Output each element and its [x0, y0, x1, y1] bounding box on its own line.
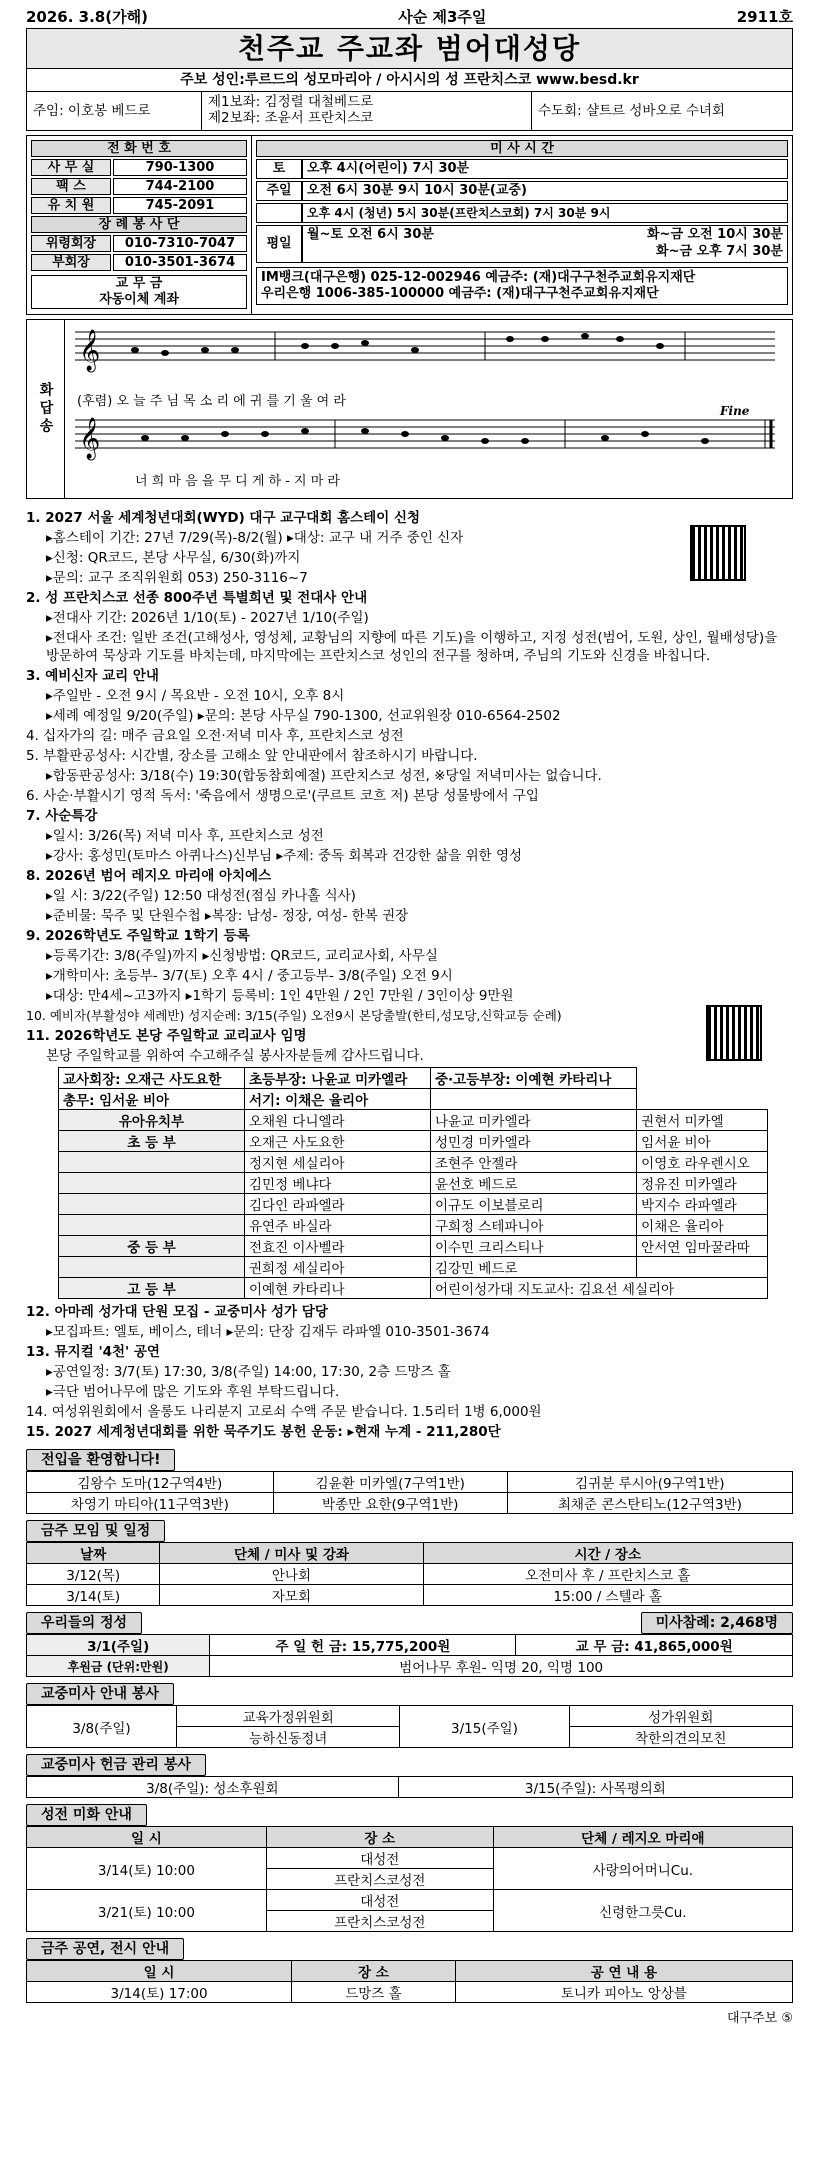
- teacher-cell: 안서연 임마꿀라따: [637, 1236, 768, 1257]
- service-group: 교육가정위원회: [177, 1706, 400, 1727]
- notice: 9. 2026학년도 주일학교 1학기 등록: [26, 928, 250, 944]
- teacher-cell: 총무: 임서윤 비아: [59, 1089, 245, 1110]
- show-title: 금주 공연, 전시 안내: [26, 1938, 184, 1960]
- info-box: [26, 135, 793, 315]
- sunday-label: 주일: [256, 181, 302, 201]
- meeting-place: 15:00 / 스텔라 홀: [423, 1585, 792, 1606]
- notice: ▸대상: 만4세~고3까지 ▸1학기 등록비: 1인 4만원 / 2인 7만원 / 3인이상 9만원: [46, 988, 514, 1004]
- psalm-label: 화답송: [27, 320, 65, 498]
- funeral-value: 010-7310-7047: [113, 235, 247, 252]
- teacher-cell: [430, 1089, 636, 1110]
- notice: 5. 부활판공성사: 시간별, 장소를 고해소 앞 안내판에서 참조하시기 바랍니다.: [26, 748, 478, 764]
- notice: ▸합동판공성사: 3/18(수) 19:30(합동참회예절) 프란치스코 성전, ※당일 저녁미사는 없습니다.: [46, 768, 602, 784]
- phone-label: 팩 스: [31, 178, 111, 195]
- teacher-cell: 김강민 베드로: [430, 1257, 636, 1278]
- teacher-cell: 초등부장: 나윤교 미카엘라: [244, 1068, 430, 1089]
- teacher-cell: 권현서 미카엘: [637, 1110, 768, 1131]
- teacher-cell: 정유진 미카엘라: [637, 1173, 768, 1194]
- teacher-cell: 이예현 카타리나: [244, 1278, 430, 1299]
- notice: 7. 사순특강: [26, 808, 98, 824]
- liturgical-sunday: 사순 제3주일: [398, 8, 487, 26]
- welcome-name: 최채준 콘스탄티노(12구역3반): [507, 1493, 792, 1514]
- welcome-name: 김윤환 미카엘(7구역1반): [273, 1472, 507, 1493]
- teacher-row: [59, 1236, 768, 1257]
- notices: [26, 509, 793, 1065]
- funeral-label: 부회장: [31, 254, 111, 271]
- clean-group: 사랑의어머니Cu.: [493, 1848, 792, 1890]
- teacher-cell: 오재근 사도요한: [244, 1131, 430, 1152]
- service-group: 성가위원회: [569, 1706, 792, 1727]
- offering-date: 3/1(주일): [27, 1635, 210, 1656]
- fee-box: [31, 275, 247, 309]
- phone-heading: 전 화 번 호: [31, 140, 247, 157]
- clean-place: 프란치스코성전: [266, 1911, 493, 1932]
- teacher-row: [59, 1068, 768, 1089]
- bulletin-date: 2026. 3.8(가해): [26, 8, 148, 26]
- col-header: 장 소: [266, 1827, 493, 1848]
- support-label: 후원금 (단위:만원): [27, 1656, 210, 1677]
- clean-title: 성전 미화 안내: [26, 1804, 147, 1826]
- parish-name: 천주교 주교좌 범어대성당: [27, 29, 792, 69]
- fee-label: 교 무 금: [115, 276, 163, 291]
- cash-table: [26, 1776, 793, 1798]
- teacher-cell: 오채원 다니엘라: [244, 1110, 430, 1131]
- notice: ▸전대사 기간: 2026년 1/10(토) - 2027년 1/10(주일): [46, 610, 369, 626]
- welcome-table: [26, 1471, 793, 1514]
- show-table: [26, 1960, 793, 2003]
- show-place: 드망즈 홀: [292, 1982, 456, 2003]
- vice-pastor-1: 제1보좌: 김정렬 대철베드로: [208, 94, 374, 110]
- teacher-cell: [59, 1257, 245, 1278]
- notice: 10. 예비자(부활성야 세례반) 성지순례: 3/15(주일) 오전9시 본당출발(한티,성모당,신학교등 순례): [26, 1008, 562, 1023]
- phone-section: [27, 136, 252, 314]
- welcome-name: 차영기 마티아(11구역3반): [27, 1493, 274, 1514]
- teacher-cell: 구희정 스테파니아: [430, 1215, 636, 1236]
- funeral-heading: 장 례 봉 사 단: [31, 216, 247, 233]
- teacher-cell: 조현주 안젤라: [430, 1152, 636, 1173]
- notice: 2. 성 프란치스코 선종 800주년 특별희년 및 전대사 안내: [26, 590, 368, 606]
- notice: 8. 2026년 범어 레지오 마리애 아치에스: [26, 868, 272, 884]
- notice: 15. 2027 세계청년대회를 위한 묵주기도 봉헌 운동: ▸현재 누계 - 211,280단: [26, 1424, 501, 1440]
- meeting-place: 오전미사 후 / 프란치스코 홀: [423, 1564, 792, 1585]
- bank-2: 우리은행 1006-385-100000 예금주: (재)대구구천주교회유지재단: [261, 286, 659, 301]
- teacher-cell: 성민경 미카엘라: [430, 1131, 636, 1152]
- funeral-value: 010-3501-3674: [113, 254, 247, 271]
- notice: ▸극단 범어나무에 많은 기도와 후원 부탁드립니다.: [46, 1384, 340, 1400]
- teacher-row: [59, 1194, 768, 1215]
- teacher-cell: 이채은 율리아: [637, 1215, 768, 1236]
- mass-section: [252, 136, 792, 314]
- notice: ▸문의: 교구 조직위원회 053) 250-3116~7: [46, 570, 308, 586]
- clergy-row: [27, 91, 792, 130]
- clean-table: [26, 1826, 793, 1932]
- notice: 12. 아마레 성가대 단원 모집 - 교중미사 성가 담당: [26, 1304, 328, 1320]
- notice: 1. 2027 서울 세계청년대회(WYD) 대구 교구대회 홈스테이 신청: [26, 510, 421, 526]
- service-title: 교중미사 안내 봉사: [26, 1683, 174, 1705]
- weekday-label: 평일: [256, 225, 302, 263]
- sat-label: 토: [256, 159, 302, 179]
- welcome-name: 김왕수 도마(12구역4반): [27, 1472, 274, 1493]
- clean-group: 신령한그릇Cu.: [493, 1890, 792, 1932]
- notice: ▸세례 예정일 9/20(주일) ▸문의: 본당 사무실 790-1300, 선교위원장 010-6564-2502: [46, 708, 561, 724]
- col-header: 날짜: [27, 1543, 160, 1564]
- title-box: [26, 28, 793, 131]
- offering-title: 우리들의 정성: [26, 1612, 142, 1634]
- show-content: 토니카 피아노 앙상블: [455, 1982, 792, 2003]
- notice: 13. 뮤지컬 '4천' 공연: [26, 1344, 160, 1360]
- funeral-label: 위령회장: [31, 235, 111, 252]
- notice: ▸신청: QR코드, 본당 사무실, 6/30(화)까지: [46, 550, 301, 566]
- teacher-row: [59, 1110, 768, 1131]
- teacher-cell: 정지현 세실리아: [244, 1152, 430, 1173]
- col-header: 일 시: [27, 1827, 267, 1848]
- phone-label: 유 치 원: [31, 197, 111, 214]
- phone-label: 사 무 실: [31, 159, 111, 176]
- notice: 4. 십자가의 길: 매주 금요일 오전·저녁 미사 후, 프란치스코 성전: [26, 728, 404, 744]
- notices-2: [26, 1303, 793, 1441]
- notice: ▸전대사 조건: 일반 조건(고해성사, 영성체, 교황님의 지향에 따른 기도)을 이행하고, 지정 성전(범어, 도원, 상인, 월배성당)을 방문하여 묵상과 기도를 바치는데, 마지막에는 프란치스코 성인의 전구를 청하며, 주님의 기도와 신경을 바칩니다.: [46, 630, 778, 664]
- welcome-name: 박종만 요한(9구역1반): [273, 1493, 507, 1514]
- weekday-time: 월~토 오전 6시 30분: [307, 227, 434, 242]
- show-date: 3/14(토) 17:00: [27, 1982, 292, 2003]
- lyrics-line-1: (후렴) 오 늘 주 님 목 소 리 에 귀 를 기 울 여 라: [77, 394, 346, 409]
- notice: ▸일시: 3/26(목) 저녁 미사 후, 프란치스코 성전: [46, 828, 324, 844]
- teacher-cell: 교사회장: 오재근 사도요한: [59, 1068, 245, 1089]
- teacher-cell: 유아유치부: [59, 1110, 245, 1131]
- notice: ▸모집파트: 엘토, 베이스, 테너 ▸문의: 단장 김재두 라파엘 010-3501-3674: [46, 1324, 490, 1340]
- responsorial-psalm: [26, 319, 793, 499]
- qr-code-wyd[interactable]: [690, 525, 746, 581]
- teacher-cell: 김다인 라파엘라: [244, 1194, 430, 1215]
- notice: ▸강사: 홍성민(토마스 아퀴나스)신부님 ▸주제: 중독 회복과 건강한 삶을 위한 영성: [46, 848, 523, 864]
- notice: 3. 예비신자 교리 안내: [26, 668, 159, 684]
- pastor: 주임: 이호봉 베드로: [27, 92, 202, 130]
- teacher-cell: [637, 1257, 768, 1278]
- teacher-cell: 전효진 이사벨라: [244, 1236, 430, 1257]
- mass-heading: 미 사 시 간: [256, 140, 788, 157]
- qr-code-school[interactable]: [706, 1005, 762, 1061]
- service-date: 3/15(주일): [400, 1706, 569, 1748]
- col-header: 단체 / 미사 및 강좌: [160, 1543, 423, 1564]
- teacher-row: [59, 1089, 768, 1110]
- weekday-time-2: 화~금 오전 10시 30분: [647, 227, 783, 242]
- teacher-row: [59, 1152, 768, 1173]
- teacher-cell: 유연주 바실라: [244, 1215, 430, 1236]
- teacher-cell: 중·고등부장: 이예현 카타리나: [430, 1068, 636, 1089]
- teacher-row: [59, 1131, 768, 1152]
- clean-place: 대성전: [266, 1890, 493, 1911]
- sisters: 수도회: 샬트르 성바오로 수녀회: [538, 103, 725, 119]
- sunday-am: 오전 6시 30분 9시 10시 30분(교중): [302, 181, 788, 201]
- teacher-cell: 권희정 세실리아: [244, 1257, 430, 1278]
- teacher-cell: 이영호 라우렌시오: [637, 1152, 768, 1173]
- offering-table: [26, 1634, 793, 1677]
- svg-text:𝄞: 𝄞: [79, 418, 101, 459]
- teacher-cell: 중 등 부: [59, 1236, 245, 1257]
- support-value: 범어나무 후원- 익명 20, 익명 100: [210, 1656, 793, 1677]
- service-group: 능하신동정녀: [177, 1727, 400, 1748]
- col-header: 장 소: [292, 1961, 456, 1982]
- teacher-cell: [59, 1194, 245, 1215]
- meeting-group: 안나회: [160, 1564, 423, 1585]
- notice: 11. 2026학년도 본당 주일학교 교리교사 임명: [26, 1028, 307, 1044]
- clean-date: 3/14(토) 10:00: [27, 1848, 267, 1890]
- teacher-cell: 박지수 라파엘라: [637, 1194, 768, 1215]
- teacher-cell: 나윤교 미카엘라: [430, 1110, 636, 1131]
- notice: ▸준비물: 묵주 및 단원수첩 ▸복장: 남성- 정장, 여성- 한복 권장: [46, 908, 409, 924]
- welcome-name: 김귀분 루시아(9구역1반): [507, 1472, 792, 1493]
- teacher-cell: 초 등 부: [59, 1131, 245, 1152]
- welcome-title: 전입을 환영합니다!: [26, 1449, 175, 1471]
- meeting-date: 3/14(토): [27, 1585, 160, 1606]
- cash-service: 3/15(주일): 사목평의회: [398, 1777, 792, 1798]
- col-header: 일 시: [27, 1961, 292, 1982]
- teacher-cell: 임서윤 비아: [637, 1131, 768, 1152]
- notice: ▸홈스테이 기간: 27년 7/29(목)-8/2(월) ▸대상: 교구 내 거주 중인 신자: [46, 530, 464, 546]
- teacher-cell: [59, 1152, 245, 1173]
- teacher-cell: [59, 1173, 245, 1194]
- col-header: 단체 / 레지오 마리애: [493, 1827, 792, 1848]
- notice: ▸주일반 - 오전 9시 / 목요반 - 오전 10시, 오후 8시: [46, 688, 345, 704]
- fee-offering: 교 무 금: 41,865,000원: [516, 1635, 793, 1656]
- notice: ▸공연일정: 3/7(토) 17:30, 3/8(주일) 14:00, 17:30, 2층 드망즈 홀: [46, 1364, 451, 1380]
- mass-count: 미사참례: 2,468명: [641, 1612, 793, 1634]
- cash-title: 교중미사 헌금 관리 봉사: [26, 1754, 206, 1776]
- teacher-cell: 고 등 부: [59, 1278, 245, 1299]
- cash-service: 3/8(주일): 성소후원회: [27, 1777, 399, 1798]
- fee-account: 자동이체 계좌: [99, 292, 179, 307]
- teacher-row: [59, 1278, 768, 1299]
- clean-date: 3/21(토) 10:00: [27, 1890, 267, 1932]
- service-group: 착한의견의모친: [569, 1727, 792, 1748]
- phone-value: 745-2091: [113, 197, 247, 214]
- notice: 14. 여성위원회에서 올롱도 나리분지 고로쇠 수액 주문 받습니다. 1.5리터 1병 6,000원: [26, 1404, 542, 1420]
- sunday-offering: 주 일 헌 금: 15,775,200원: [210, 1635, 516, 1656]
- teacher-row: [59, 1215, 768, 1236]
- service-date: 3/8(주일): [27, 1706, 177, 1748]
- patron-line: 주보 성인:루르드의 성모마리아 / 아시시의 성 프란치스코 www.besd.kr: [180, 72, 639, 88]
- teacher-cell: 이규도 이보블로리: [430, 1194, 636, 1215]
- teacher-cell: 어린이성가대 지도교사: 김요선 세실리아: [430, 1278, 767, 1299]
- bank-accounts: [256, 267, 788, 305]
- notice: 6. 사순·부활시기 영적 독서: '죽음에서 생명으로'(쿠르트 코흐 저) 본당 성물방에서 구입: [26, 788, 539, 804]
- notice: ▸개학미사: 초등부- 3/7(토) 오후 4시 / 중고등부- 3/8(주일) 오전 9시: [46, 968, 453, 984]
- teacher-table: [58, 1067, 768, 1299]
- meetings-table: [26, 1542, 793, 1606]
- clean-place: 프란치스코성전: [266, 1869, 493, 1890]
- phone-value: 790-1300: [113, 159, 247, 176]
- svg-text:𝄞: 𝄞: [79, 330, 101, 371]
- meetings-title: 금주 모임 및 일정: [26, 1520, 165, 1542]
- meeting-date: 3/12(목): [27, 1564, 160, 1585]
- teacher-row: [59, 1173, 768, 1194]
- phone-value: 744-2100: [113, 178, 247, 195]
- lyrics-line-2: 너 희 마 음 을 무 디 게 하 - 지 마 라: [135, 474, 340, 489]
- sat-time: 오후 4시(어린이) 7시 30분: [302, 159, 788, 179]
- footer: 대구주보 ⑤: [726, 2011, 793, 2026]
- teacher-cell: 윤선호 베드로: [430, 1173, 636, 1194]
- weekday-time-3: 화~금 오후 7시 30분: [656, 244, 783, 259]
- teacher-cell: 이수민 크리스티나: [430, 1236, 636, 1257]
- vice-pastors: [202, 92, 532, 130]
- col-header: 공 연 내 용: [455, 1961, 792, 1982]
- bank-1: IM뱅크(대구은행) 025-12-002946 예금주: (재)대구구천주교회유지재단: [261, 270, 696, 285]
- teacher-cell: [59, 1215, 245, 1236]
- teacher-cell: 서기: 이채은 율리아: [244, 1089, 430, 1110]
- fine-mark: Fine: [720, 404, 750, 418]
- teacher-cell: 김민정 베냐다: [244, 1173, 430, 1194]
- col-header: 시간 / 장소: [423, 1543, 792, 1564]
- header: [26, 0, 793, 26]
- notice: ▸등록기간: 3/8(주일)까지 ▸신청방법: QR코드, 교리교사회, 사무실: [46, 948, 438, 964]
- service-table: [26, 1705, 793, 1748]
- clean-place: 대성전: [266, 1848, 493, 1869]
- notice: ▸일 시: 3/22(주일) 12:50 대성전(점심 카나홀 식사): [46, 888, 356, 904]
- meeting-group: 자모회: [160, 1585, 423, 1606]
- vice-pastor-2: 제2보좌: 조윤서 프란치스코: [208, 110, 374, 126]
- issue-number: 2911호: [736, 8, 793, 26]
- sunday-pm: 오후 4시 (청년) 5시 30분(프란치스코회) 7시 30분 9시: [302, 203, 788, 223]
- teacher-row: [59, 1257, 768, 1278]
- notice: 본당 주일학교를 위하여 수고해주실 봉사자분들께 감사드립니다.: [46, 1048, 424, 1064]
